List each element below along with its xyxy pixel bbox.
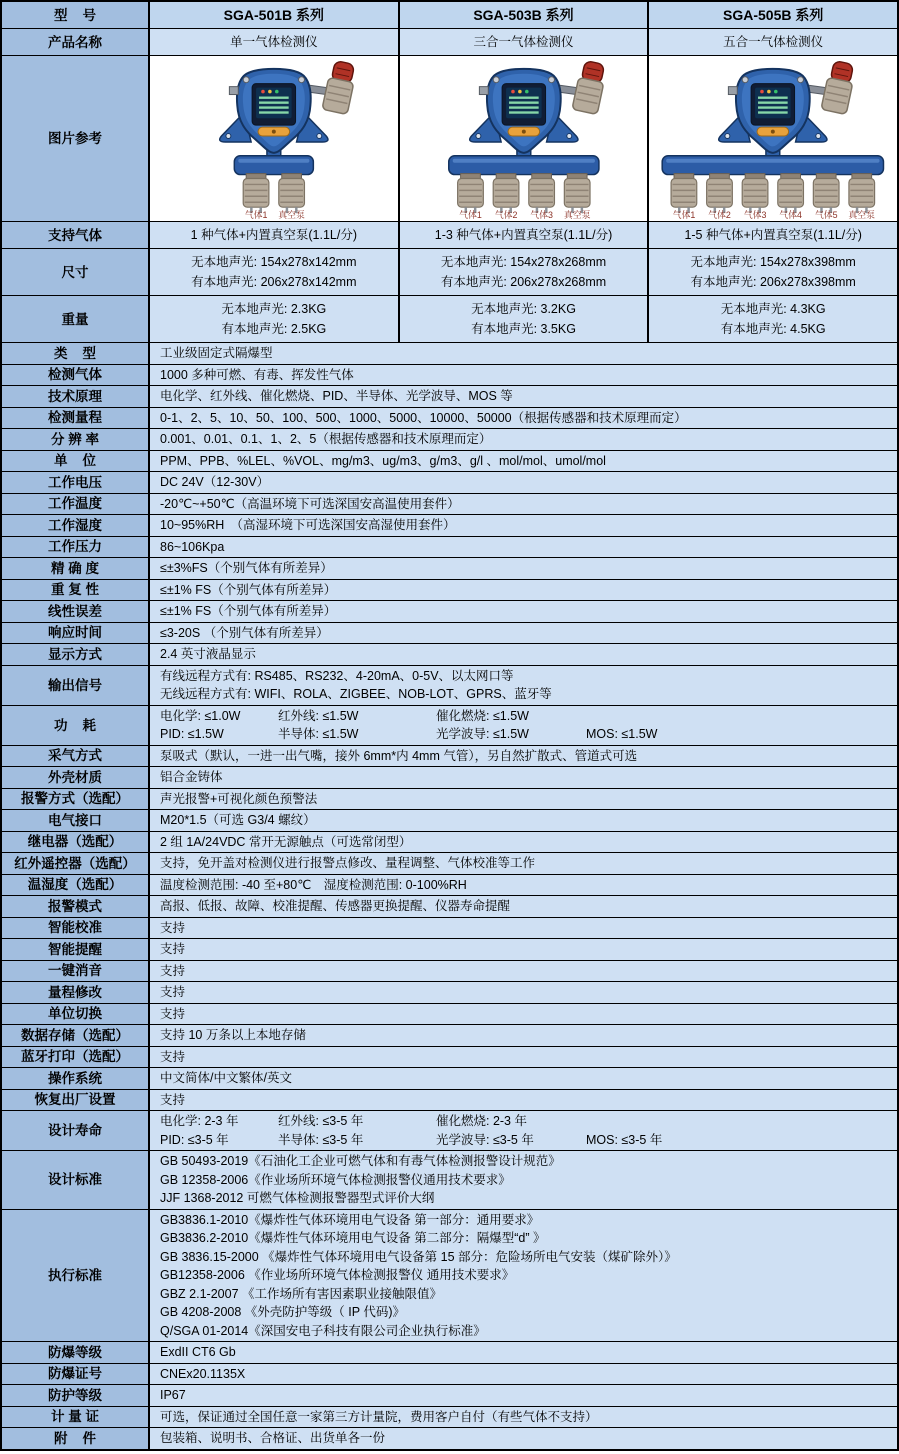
spec-value: 无本地声光: 2.3KG	[221, 302, 327, 316]
row-label: 重 复 性	[2, 580, 150, 601]
row-content	[150, 1068, 897, 1089]
spec-value: ≤±1% FS（个别气体有所差异）	[160, 582, 337, 597]
spec-value: 2 组 1A/24VDC 常开无源触点（可选常闭型）	[160, 834, 412, 849]
table-row	[2, 537, 897, 559]
spec-value: 1-3 种气体+内置真空泵(1.1L/分)	[434, 228, 613, 242]
table-row	[2, 515, 897, 537]
table-row	[2, 429, 897, 451]
row-label: 智能提醒	[2, 939, 150, 960]
row-content	[150, 1385, 897, 1406]
table-row	[2, 853, 897, 875]
gas-detector-illustration	[400, 57, 648, 221]
row-label: 继电器（选配）	[2, 832, 150, 853]
spec-value: 声光报警+可视化颜色预警法	[160, 791, 318, 806]
table-row	[2, 1385, 897, 1407]
row-content	[150, 1342, 897, 1363]
row-label: 设计标准	[2, 1151, 150, 1209]
gas-detector-illustration	[150, 57, 398, 221]
row-label: 工作电压	[2, 472, 150, 493]
row-content	[150, 961, 897, 982]
spec-value-segment: MOS: ≤3-5 年	[586, 1132, 663, 1147]
table-row	[2, 1342, 897, 1364]
spec-value: 2.4 英寸液晶显示	[160, 647, 256, 661]
table-row	[2, 1047, 897, 1069]
table-row	[2, 386, 897, 408]
row-content	[150, 1025, 897, 1046]
row-content	[150, 1090, 897, 1111]
table-row	[2, 1210, 897, 1343]
spec-value-segment: 电化学: 2-3 年	[160, 1114, 239, 1128]
row-content	[150, 451, 897, 472]
table-row	[2, 939, 897, 961]
spec-value: JJF 1368-2012 可燃气体检测报警器型式评价大纲	[160, 1191, 435, 1205]
sensor-caption: 气体3	[529, 209, 553, 220]
row-content	[150, 558, 897, 579]
row-label: 显示方式	[2, 644, 150, 665]
spec-value-segment: 光学波导: ≤3-5 年	[436, 1132, 534, 1147]
table-row	[2, 494, 897, 516]
spec-value: 1 种气体+内置真空泵(1.1L/分)	[190, 228, 358, 242]
product-image-cell	[649, 56, 897, 221]
row-label: 工作压力	[2, 537, 150, 558]
spec-value: 支持 10 万条以上本地存储	[160, 1028, 306, 1042]
table-row	[2, 832, 897, 854]
spec-value-cell	[400, 249, 650, 295]
spec-value-cell	[649, 296, 897, 342]
sensor-caption: 真空泵	[278, 209, 305, 220]
row-label: 设计寿命	[2, 1111, 150, 1150]
row-content	[150, 1364, 897, 1385]
row-label: 防护等级	[2, 1385, 150, 1406]
row-label: 分 辨 率	[2, 429, 150, 450]
table-row	[2, 451, 897, 473]
table-row	[2, 1111, 897, 1151]
row-label: 线性误差	[2, 601, 150, 622]
spec-value	[160, 1131, 891, 1150]
spec-value: 高报、低报、故障、校准提醒、传感器更换提醒、仪器寿命提醒	[160, 899, 511, 913]
row-label: 支持气体	[2, 222, 150, 248]
row-label: 附 件	[2, 1428, 150, 1449]
row-label: 采气方式	[2, 746, 150, 767]
row-content	[150, 706, 897, 745]
spec-value: 无本地声光: 154x278x398mm	[690, 255, 856, 269]
spec-value: 无本地声光: 154x278x142mm	[191, 255, 357, 269]
sensor-caption: 气体2	[708, 209, 732, 220]
table-row	[2, 896, 897, 918]
spec-value: 包装箱、说明书、合格证、出货单各一份	[160, 1431, 386, 1445]
spec-value: 1000 多种可燃、有毒、挥发性气体	[160, 367, 354, 382]
row-content	[150, 810, 897, 831]
sensor-caption: 气体2	[494, 209, 518, 220]
spec-value: DC 24V（12-30V）	[160, 475, 270, 489]
row-label: 精 确 度	[2, 558, 150, 579]
row-content	[150, 939, 897, 960]
spec-value: 无线远程方式有: WIFI、ROLA、ZIGBEE、NOB-LOT、GPRS、蓝牙等	[160, 687, 552, 701]
spec-value: 有本地声光: 206x278x268mm	[440, 275, 607, 289]
table-row	[2, 666, 897, 706]
row-content	[150, 918, 897, 939]
row-content	[150, 343, 897, 364]
table-row	[2, 789, 897, 811]
spec-value: 无本地声光: 4.3KG	[720, 302, 826, 316]
spec-value: 工业级固定式隔爆型	[160, 346, 273, 360]
table-row	[2, 644, 897, 666]
spec-value-cell	[649, 2, 897, 28]
row-label: 图片参考	[2, 56, 150, 221]
table-row	[2, 249, 897, 296]
row-label: 型 号	[2, 2, 150, 28]
spec-value: 电化学、红外线、催化燃烧、PID、半导体、光学波导、MOS 等	[160, 389, 513, 403]
row-label: 量程修改	[2, 982, 150, 1003]
row-content	[150, 249, 897, 295]
spec-value: 无本地声光: 3.2KG	[471, 302, 576, 316]
table-row	[2, 1428, 897, 1449]
row-label: 响应时间	[2, 623, 150, 644]
table-row	[2, 558, 897, 580]
table-row	[2, 222, 897, 249]
row-content	[150, 982, 897, 1003]
spec-value-cell	[649, 29, 897, 55]
row-content	[150, 896, 897, 917]
table-row	[2, 1364, 897, 1386]
row-content	[150, 2, 897, 28]
row-label: 检测量程	[2, 408, 150, 429]
sensor-caption: 气体1	[458, 209, 482, 220]
spec-value: 温度检测范围: -40 至+80℃ 湿度检测范围: 0-100%RH	[160, 877, 467, 892]
row-content	[150, 296, 897, 342]
spec-value-cell	[400, 222, 650, 248]
table-row	[2, 767, 897, 789]
row-label: 防爆证号	[2, 1364, 150, 1385]
spec-value-segment: PID: ≤3-5 年	[160, 1132, 229, 1147]
row-content	[150, 472, 897, 493]
row-label: 数据存储（选配）	[2, 1025, 150, 1046]
row-label: 恢复出厂设置	[2, 1090, 150, 1111]
spec-value: GB 12358-2006《作业场所环境气体检测报警仪通用技术要求》	[160, 1172, 511, 1187]
row-content	[150, 875, 897, 896]
table-row	[2, 1090, 897, 1112]
spec-value: PPM、PPB、%LEL、%VOL、mg/m3、ug/m3、g/m3、g/l 、mol/mol、umol/mol	[160, 453, 606, 468]
row-label: 计 量 证	[2, 1407, 150, 1428]
spec-value	[160, 725, 891, 744]
row-label: 单位切换	[2, 1004, 150, 1025]
spec-value: 铝合金铸体	[160, 770, 223, 784]
table-row	[2, 2, 897, 29]
spec-value-segment: 催化燃烧: ≤1.5W	[436, 708, 529, 723]
row-label: 技术原理	[2, 386, 150, 407]
table-row	[2, 1025, 897, 1047]
spec-value-segment: 电化学: ≤1.0W	[160, 708, 241, 723]
row-label: 执行标准	[2, 1210, 150, 1342]
row-content	[150, 1407, 897, 1428]
row-label: 工作温度	[2, 494, 150, 515]
spec-value: 泵吸式（默认，一进一出气嘴，接外 6mm*内 4mm 气管），另自然扩散式、管道式可选	[160, 748, 638, 763]
row-label: 检测气体	[2, 365, 150, 386]
gas-detector-illustration	[649, 57, 897, 221]
spec-value-segment: PID: ≤1.5W	[160, 727, 224, 741]
row-content	[150, 746, 897, 767]
spec-value: CNEx20.1135X	[160, 1366, 246, 1381]
row-content	[150, 1210, 897, 1342]
spec-value-cell	[649, 222, 897, 248]
sensor-caption: 真空泵	[563, 209, 591, 220]
spec-value: 支持	[160, 985, 186, 999]
table-row	[2, 601, 897, 623]
table-row	[2, 408, 897, 430]
row-content	[150, 623, 897, 644]
spec-value: 有本地声光: 2.5KG	[221, 322, 327, 336]
row-label: 电气接口	[2, 810, 150, 831]
row-label: 重量	[2, 296, 150, 342]
row-content	[150, 1111, 897, 1150]
table-row	[2, 1407, 897, 1429]
spec-value: 0-1、2、5、10、50、100、500、1000、5000、10000、50000（根据传感器和技术原理而定）	[160, 410, 687, 425]
spec-value-segment: 红外线: ≤1.5W	[278, 708, 359, 723]
spec-value: IP67	[160, 1388, 186, 1402]
row-content	[150, 601, 897, 622]
row-label: 输出信号	[2, 666, 150, 705]
spec-value-segment: 半导体: ≤1.5W	[278, 727, 359, 741]
table-row	[2, 365, 897, 387]
sensor-caption: 气体5	[815, 209, 838, 220]
row-content	[150, 386, 897, 407]
row-label: 蓝牙打印（选配）	[2, 1047, 150, 1068]
row-label: 功 耗	[2, 706, 150, 745]
spec-value: 支持	[160, 1006, 186, 1021]
spec-value: 有本地声光: 206x278x398mm	[690, 275, 856, 289]
spec-value: -20℃~+50℃（高温环境下可选深国安高温使用套件）	[160, 496, 460, 511]
row-content	[150, 832, 897, 853]
spec-value: ≤±3%FS（个别气体有所差异）	[160, 561, 333, 575]
spec-value: 有本地声光: 4.5KG	[720, 322, 826, 336]
spec-value: 有线远程方式有: RS485、RS232、4-20mA、0-5V、以太网口等	[160, 668, 514, 683]
sensor-caption: 真空泵	[848, 209, 876, 220]
row-label: 产品名称	[2, 29, 150, 55]
row-content	[150, 853, 897, 874]
row-content	[150, 1004, 897, 1025]
spec-value-segment: 半导体: ≤3-5 年	[278, 1132, 364, 1147]
row-label: 报警模式	[2, 896, 150, 917]
spec-value-cell	[150, 296, 400, 342]
table-row	[2, 1068, 897, 1090]
spec-value: ≤3-20S （个别气体有所差异）	[160, 625, 329, 640]
spec-value	[160, 707, 891, 726]
spec-value: M20*1.5（可选 G3/4 螺纹）	[160, 813, 316, 827]
table-row	[2, 580, 897, 602]
sensor-caption: 气体1	[244, 209, 268, 220]
row-label: 报警方式（选配）	[2, 789, 150, 810]
row-label: 防爆等级	[2, 1342, 150, 1363]
spec-value: 三合一气体检测仪	[473, 35, 574, 49]
spec-value: GB3836.1-2010《爆炸性气体环境用电气设备 第一部分：通用要求》	[160, 1212, 540, 1227]
row-content	[150, 666, 897, 705]
row-label: 一键消音	[2, 961, 150, 982]
spec-value: GB 4208-2008 《外壳防护等级（ IP 代码)》	[160, 1305, 405, 1319]
spec-value-segment: MOS: ≤1.5W	[586, 727, 658, 741]
spec-value: 支持	[160, 942, 186, 956]
row-content	[150, 408, 897, 429]
row-content	[150, 789, 897, 810]
spec-value: 支持	[160, 920, 186, 935]
table-row	[2, 1004, 897, 1026]
spec-value: 10~95%RH （高湿环境下可选深国安高湿使用套件）	[160, 518, 456, 532]
row-content	[150, 515, 897, 536]
table-row	[2, 706, 897, 746]
row-content	[150, 429, 897, 450]
table-row	[2, 29, 897, 56]
row-label: 红外遥控器（选配）	[2, 853, 150, 874]
table-row	[2, 918, 897, 940]
spec-value-cell	[400, 296, 650, 342]
table-row	[2, 746, 897, 768]
row-content	[150, 494, 897, 515]
spec-value: 单一气体检测仪	[230, 35, 318, 49]
spec-value: 1-5 种气体+内置真空泵(1.1L/分)	[684, 228, 862, 242]
row-content	[150, 56, 897, 221]
row-content	[150, 222, 897, 248]
row-label: 类 型	[2, 343, 150, 364]
row-content	[150, 29, 897, 55]
spec-value: Q/SGA 01-2014《深国安电子科技有限公司企业执行标准》	[160, 1323, 486, 1338]
spec-value-cell	[400, 2, 650, 28]
spec-value: GB3836.2-2010《爆炸性气体环境用电气设备 第二部分：隔爆型“d” 》	[160, 1231, 546, 1245]
sensor-caption: 气体4	[779, 209, 803, 220]
spec-value: GB 3836.15-2000 《爆炸性气体环境用电气设备第 15 部分：危险场所电气安装（煤矿除外）》	[160, 1249, 677, 1264]
spec-value	[160, 1112, 891, 1131]
row-content	[150, 1428, 897, 1449]
row-content	[150, 1047, 897, 1068]
spec-value: 0.001、0.01、0.1、1、2、5（根据传感器和技术原理而定）	[160, 432, 492, 446]
row-content	[150, 537, 897, 558]
spec-value: 中文简体/中文繁体/英文	[160, 1071, 292, 1085]
sensor-caption: 气体3	[744, 209, 767, 220]
row-label: 工作湿度	[2, 515, 150, 536]
row-label: 智能校准	[2, 918, 150, 939]
row-content	[150, 580, 897, 601]
row-content	[150, 644, 897, 665]
product-image-cell	[400, 56, 650, 221]
spec-value: 支持，免开盖对检测仪进行报警点修改、量程调整、气体校准等工作	[160, 856, 536, 870]
spec-value: 五合一气体检测仪	[723, 35, 824, 49]
row-label: 单 位	[2, 451, 150, 472]
row-content	[150, 1151, 897, 1209]
table-row	[2, 961, 897, 983]
row-content	[150, 767, 897, 788]
table-row	[2, 56, 897, 222]
table-row	[2, 982, 897, 1004]
spec-value: GB12358-2006 《作业场所环境气体检测报警仪 通用技术要求》	[160, 1268, 515, 1282]
spec-value: ≤±1% FS（个别气体有所差异）	[160, 604, 337, 618]
spec-value-cell	[649, 249, 897, 295]
spec-value: 无本地声光: 154x278x268mm	[440, 255, 607, 269]
spec-value: GB 50493-2019《石油化工企业可燃气体和有毒气体检测报警设计规范》	[160, 1154, 561, 1168]
spec-value-cell	[150, 29, 400, 55]
spec-value-cell	[150, 2, 400, 28]
spec-value: 支持	[160, 963, 186, 978]
row-content	[150, 365, 897, 386]
spec-value: 有本地声光: 3.5KG	[471, 322, 576, 336]
row-label: 操作系统	[2, 1068, 150, 1089]
spec-value-segment: 光学波导: ≤1.5W	[436, 727, 529, 741]
spec-value: 支持	[160, 1092, 186, 1107]
spec-value-segment: 红外线: ≤3-5 年	[278, 1114, 364, 1128]
spec-value: 有本地声光: 206x278x142mm	[191, 275, 357, 289]
spec-value: SGA-501B 系列	[223, 7, 325, 23]
product-image-cell	[150, 56, 400, 221]
table-row	[2, 296, 897, 343]
row-label: 外壳材质	[2, 767, 150, 788]
table-row	[2, 875, 897, 897]
table-row	[2, 472, 897, 494]
table-row	[2, 343, 897, 365]
spec-value: SGA-505B 系列	[723, 7, 824, 23]
table-row	[2, 1151, 897, 1210]
spec-value: ExdII CT6 Gb	[160, 1345, 236, 1359]
row-label: 尺寸	[2, 249, 150, 295]
spec-value: SGA-503B 系列	[473, 7, 574, 23]
spec-value-cell	[150, 249, 400, 295]
table-row	[2, 623, 897, 645]
spec-value-cell	[400, 29, 650, 55]
row-label: 温湿度（选配）	[2, 875, 150, 896]
spec-value: 支持	[160, 1049, 186, 1064]
spec-value: 可选，保证通过全国任意一家第三方计量院，费用客户自付（有些气体不支持）	[160, 1409, 598, 1424]
table-row	[2, 810, 897, 832]
spec-value-segment: 催化燃烧: 2-3 年	[436, 1114, 527, 1128]
sensor-caption: 气体1	[672, 209, 696, 220]
spec-value: 86~106Kpa	[160, 539, 225, 554]
spec-value: GBZ 2.1-2007 《工作场所有害因素职业接触限值》	[160, 1286, 442, 1301]
spec-value-cell	[150, 222, 400, 248]
